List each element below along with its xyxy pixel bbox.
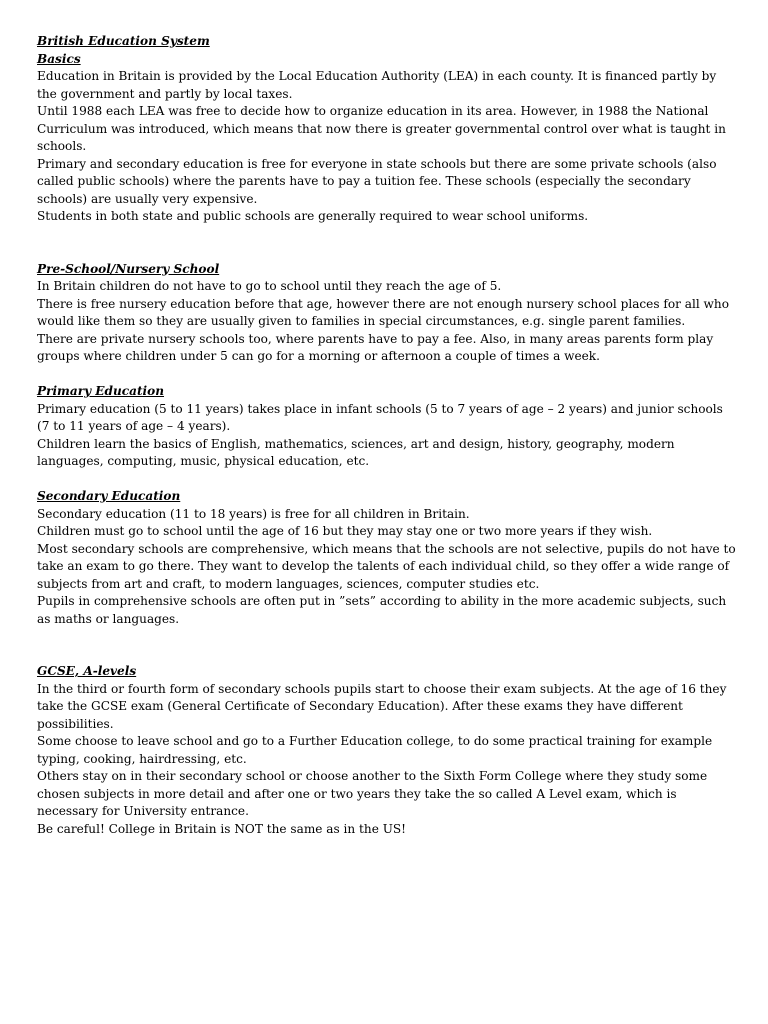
paragraph: Primary education (5 to 11 years) takes place in infant schools (5 to 7 years of age – 2 years) and junior schools (7 to 11 years of age – 4 years). (37, 401, 723, 433)
paragraph: Until 1988 each LEA was free to decide how to organize education in its area. However, in 1988 the National Curriculum was introduced, which means that now there is greater governmental control over what is taught in schools. (37, 104, 726, 153)
paragraph: There are private nursery schools too, where parents have to pay a fee. Also, in many areas parents form play groups where children under 5 can go for a morning or afternoon a couple of times a week. (37, 331, 714, 363)
paragraph: Children learn the basics of English, mathematics, sciences, art and design, history, geography, modern languages, computing, music, physical education, etc. (37, 436, 675, 468)
paragraph: Children must go to school until the age of 16 but they may stay one or two more years if they wish. (37, 524, 653, 538)
spacer (37, 628, 737, 663)
paragraph: Students in both state and public schools are generally required to wear school uniforms. (37, 209, 589, 223)
spacer (37, 226, 737, 261)
paragraph: Some choose to leave school and go to a Further Education college, to do some practical training for example typing, cooking, hairdressing, etc. (37, 734, 713, 766)
section-heading: Primary Education (37, 384, 165, 398)
paragraph: In Britain children do not have to go to school until they reach the age of 5. (37, 279, 502, 293)
document-title: British Education System (37, 34, 210, 48)
section-heading: Pre-School/Nursery School (37, 261, 220, 276)
paragraph: In the third or fourth form of secondary schools pupils start to choose their exam subjects. At the age of 16 they take the GCSE exam (General Certificate of Secondary Education). After these exams they have different possibilities. (37, 681, 727, 731)
section-pre-school (37, 261, 737, 366)
section-primary-education (37, 383, 737, 471)
paragraph: Be careful! College in Britain is NOT the same as in the US! (37, 821, 407, 836)
spacer (37, 366, 737, 384)
paragraph: Most secondary schools are comprehensive, which means that the schools are not selective, pupils do not have to take an exam to go there. They want to develop the talents of each individual child, so they offer a wide range of subjects from art and craft, to modern languages, sciences, computer studies etc. (37, 541, 736, 591)
paragraph: Pupils in comprehensive schools are often put in ”sets” according to ability in the more academic subjects, such as maths or languages. (37, 594, 727, 626)
spacer (37, 471, 737, 489)
paragraph: There is free nursery education before that age, however there are not enough nursery school places for all who would like them so they are usually given to families in special circumstances, e.g. single parent families. (37, 296, 729, 328)
section-heading: GCSE, A-levels (37, 664, 137, 678)
paragraph: Primary and secondary education is free for everyone in state schools but there are some private schools (also called public schools) where the parents have to pay a tuition fee. These schools (especially the secondary schools) are usually very expensive. (37, 156, 717, 206)
section-gcse-a-levels (37, 663, 737, 838)
paragraph: Education in Britain is provided by the Local Education Authority (LEA) in each county. It is financed partly by the government and partly by local taxes. (37, 69, 717, 101)
paragraph: Others stay on in their secondary school or choose another to the Sixth Form College where they study some chosen subjects in more detail and after one or two years they take the so called A Level exam, which is necessary for University entrance. (37, 769, 708, 818)
section-heading: Basics (37, 51, 81, 66)
section-heading: Secondary Education (37, 489, 181, 503)
section-secondary-education (37, 488, 737, 628)
section-basics (37, 51, 737, 226)
document-page (37, 33, 737, 838)
paragraph: Secondary education (11 to 18 years) is free for all children in Britain. (37, 506, 470, 521)
